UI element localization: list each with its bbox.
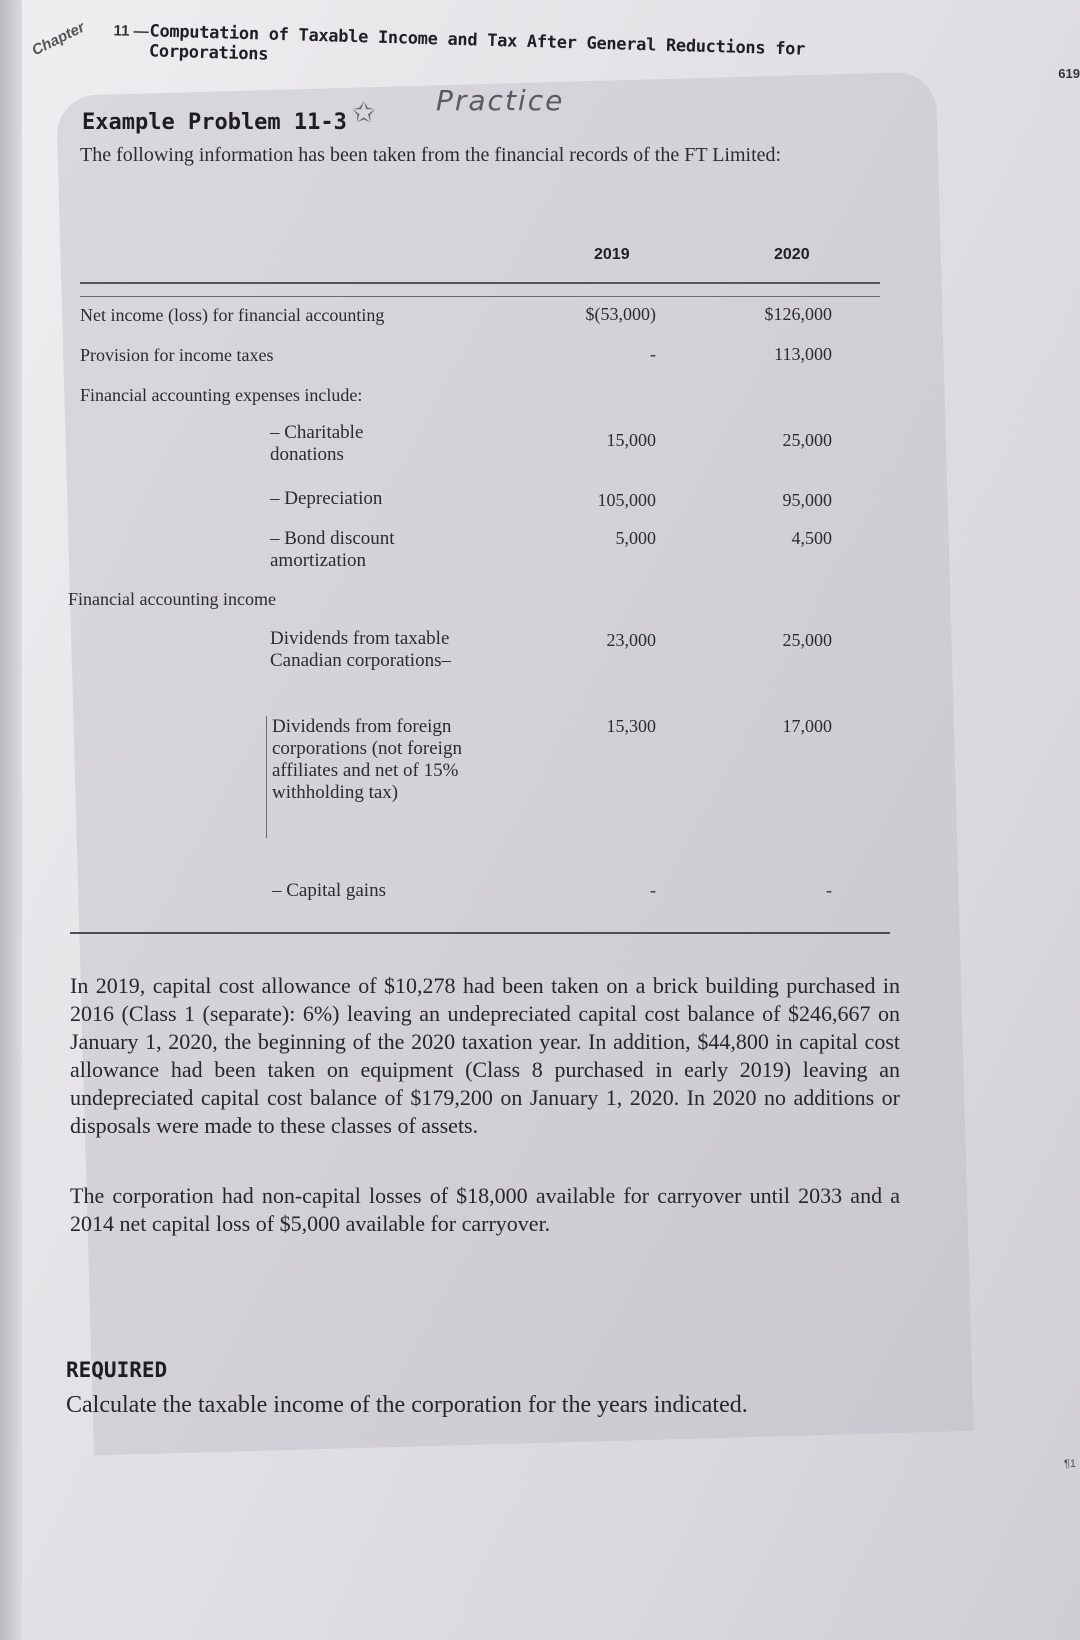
cca-paragraph: In 2019, capital cost allowance of $10,278 had been taken on a brick building purchased in 2016 (Class 1 (separate): 6%) leaving an undepreciated capital cost balance of $246,667 on January 1, 2020, the beginning of the 2020 taxation year. In addition, $44,800 in capital cost allowance had been taken on equipment (Class 8 purchased in early 2019) leaving an undepreciated capital cost balance of $179,200 on January 1, 2020. In 2020 no additions or disposals were made to these classes of assets.: [70, 973, 900, 1138]
intro-text: The following information has been taken from the financial records of the FT Limited:: [80, 144, 782, 166]
cell-charitable-2020: 25,000: [782, 430, 832, 450]
row-label-charitable: – Charitable donations: [270, 422, 364, 465]
cell-charitable-2019: 15,000: [606, 430, 656, 450]
chapter-title: Computation of Taxable Income and Tax After General Reductions for Corporations: [148, 21, 806, 65]
row-label-income: Financial accounting income: [68, 589, 276, 609]
table-top-rule: [80, 282, 880, 284]
losses-paragraph: The corporation had non-capital losses of $18,000 available for carryover until 2033 and a 2014 net capital loss of $5,000 available for carryover.: [70, 1183, 900, 1236]
example-panel: [56, 71, 974, 1455]
cell-foreign-div-2019: 15,300: [606, 716, 656, 736]
cell-canadian-div-2020: 25,000: [782, 630, 832, 650]
chapter-label: Chapter: [29, 18, 88, 60]
cell-net-income-2020: $126,000: [764, 304, 832, 324]
row-label-foreign-dividends: Dividends from foreign corporations (not foreign affiliates and net of 15% withholding tax): [272, 716, 462, 803]
row-label-canadian-dividends: Dividends from taxable Canadian corporations–: [270, 628, 451, 671]
table-top-rule-thin: [80, 296, 880, 297]
cell-bond-2019: 5,000: [615, 528, 656, 548]
row-label-capital-gains: – Capital gains: [272, 880, 386, 901]
column-header-2020: 2020: [774, 246, 810, 263]
cell-capital-gains-2019: -: [650, 880, 656, 900]
table-bottom-rule: [70, 932, 890, 934]
paragraph-mark: ¶1: [1063, 1458, 1076, 1470]
page-edge: [0, 0, 22, 1640]
row-label-net-income: Net income (loss) for financial accounting: [80, 305, 385, 325]
cell-provision-2019: -: [650, 344, 656, 364]
required-text: Calculate the taxable income of the corporation for the years indicated.: [66, 1392, 748, 1418]
chapter-number: 11 —: [113, 22, 149, 41]
required-heading: REQUIRED: [66, 1358, 168, 1382]
star-icon: ✩: [352, 98, 376, 129]
row-label-depreciation: – Depreciation: [270, 488, 383, 509]
handwritten-note: Practice: [436, 84, 565, 117]
example-title: Example Problem 11-3: [82, 110, 347, 135]
cell-net-income-2019: $(53,000): [585, 304, 656, 324]
cell-provision-2020: 113,000: [774, 344, 832, 364]
cell-bond-2020: 4,500: [791, 528, 832, 548]
page-number: 619: [1058, 66, 1080, 81]
column-header-2019: 2019: [594, 246, 630, 263]
cell-canadian-div-2019: 23,000: [606, 630, 656, 650]
cell-depreciation-2020: 95,000: [782, 490, 832, 510]
cell-foreign-div-2020: 17,000: [782, 716, 832, 736]
label-bracket: [266, 716, 267, 838]
row-label-bond-discount: – Bond discount amortization: [270, 528, 395, 571]
row-label-provision: Provision for income taxes: [80, 345, 274, 365]
cell-capital-gains-2020: -: [826, 880, 832, 900]
row-label-expenses: Financial accounting expenses include:: [80, 385, 363, 405]
cell-depreciation-2019: 105,000: [597, 490, 656, 510]
